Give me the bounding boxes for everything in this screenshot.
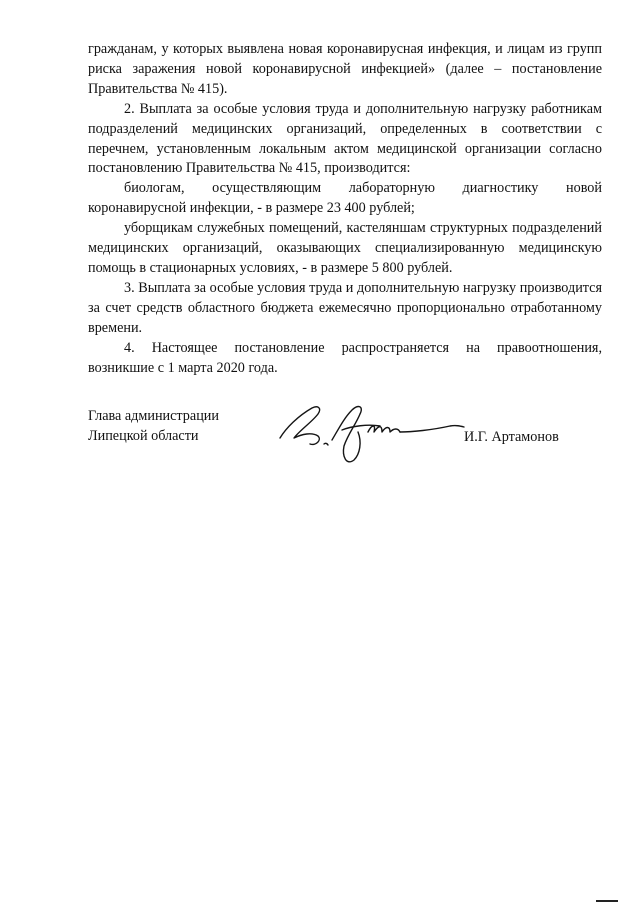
signatory-position-line2: Липецкой области <box>88 428 199 444</box>
scan-edge-mark <box>594 897 634 905</box>
document-body <box>88 40 602 378</box>
handwritten-signature <box>272 394 472 474</box>
paragraph-continuation: гражданам, у которых выявлена новая коронавирусная инфекция, и лицам из групп риска заражения новой коронавирусной инфекцией» (далее – постановление Правительства № 415). <box>88 41 602 97</box>
paragraph-item-4: 4. Настоящее постановление распространяется на правоотношения, возникшие с 1 марта 2020 года. <box>88 339 602 376</box>
signatory-position <box>88 406 288 446</box>
signatory-name: И.Г. Артамонов <box>464 429 559 445</box>
paragraph-item-2: 2. Выплата за особые условия труда и дополнительную нагрузку работникам подразделений медицинских организаций, определенных в соответствии с перечнем, установленным локальным актом медицинской организации согласно постановлению Правительства № 415, производится: <box>88 100 602 177</box>
paragraph-item-3: 3. Выплата за особые условия труда и дополнительную нагрузку производится за счет средств областного бюджета ежемесячно пропорционально отработанному времени. <box>88 279 602 336</box>
paragraph-biologists: биологам, осуществляющим лабораторную диагностику новой коронавирусной инфекции, - в размере 23 400 рублей; <box>88 180 602 217</box>
paragraph-cleaners: уборщикам служебных помещений, кастеляншам структурных подразделений медицинских организаций, оказывающих специализированную медицинскую помощь в стационарных условиях, - в размере 5 800 рублей. <box>88 220 602 276</box>
signatory-position-line1: Глава администрации <box>88 408 219 424</box>
